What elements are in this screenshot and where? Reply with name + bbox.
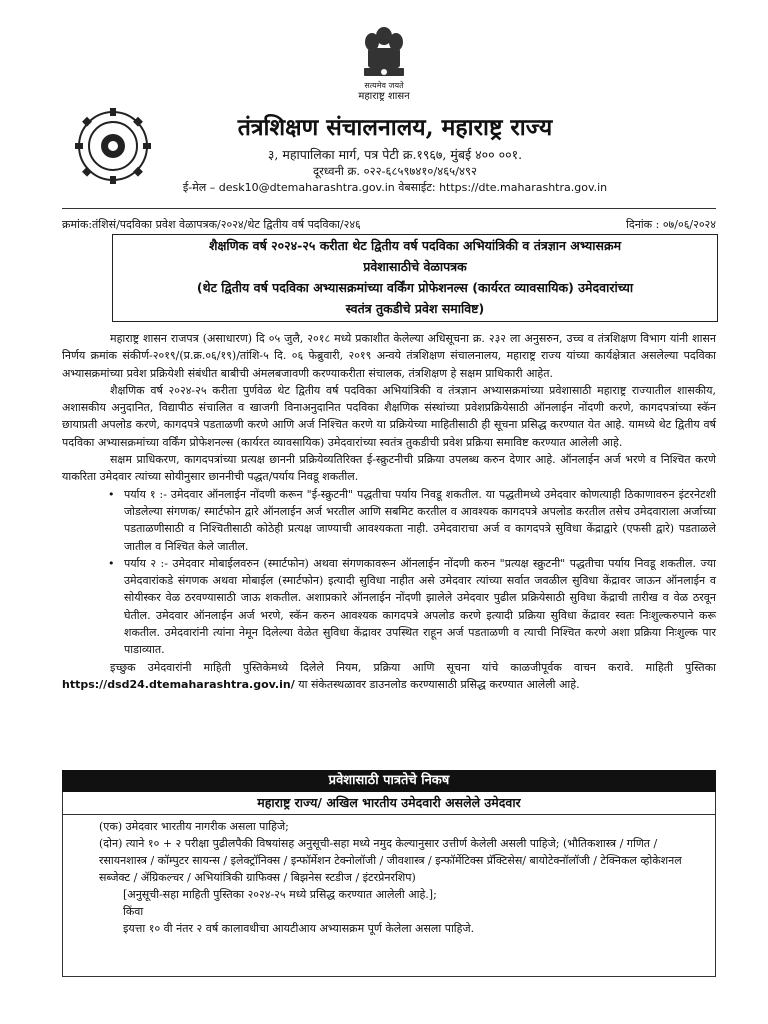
eligibility-section (62, 770, 716, 977)
brochure-text-end: या संकेतस्थळावर डाउनलोड करण्यासाठी प्रसिद्ध करण्यात आलेली आहे. (294, 677, 580, 691)
bullet-icon: • (108, 487, 115, 501)
directorate-phone: दूरध्वनी क्र. ०२२-६८५९७४१०/४६५/४९२ (313, 164, 477, 178)
option-1-item (62, 486, 716, 555)
criterion-12th-pass: (दोन) त्याने १० + २ परीक्षा पुढीलपैकी विषयांसह अनुसूची-सहा मध्ये नमुद केल्यानुसार उत्तीर्ण केलेली असली पाहिजे; (भौतिकशास्त्र / गणित / रसायनशास्त्र / कॉम्पुटर सायन्स / इलेक्ट्रॉनिक्स / इन्फॉर्मेशन टेक्नोलॉजी / जीवशास्त्र / इन्फॉर्मेटिक्स प्रॅक्टिसेस/ बायोटेक्नॉलॉजी / टेक्निकल व्होकेशनल सब्जेक्ट / ॲग्रिकल्चर / अभियांत्रिकी ग्राफिक्स / बिझनेस स्टडीज / इंटरप्रेनरशिप) (99, 837, 682, 884)
heading-line-2: प्रवेशासाठीचे वेळापत्रक (363, 259, 467, 274)
heading-line-1: शैक्षणिक वर्ष २०२४-२५ करीता थेट द्वितीय वर्ष पदविका अभियांत्रिकी व तंत्रज्ञान अभ्यासक्रम (208, 238, 622, 253)
directorate-email-website: ई-मेल – desk10@dtemaharashtra.gov.in वेबसाईट: https://dte.maharashtra.gov.in (182, 181, 608, 194)
reference-date: दिनांक : ०७/०६/२०२४ (626, 218, 716, 231)
notice-body (62, 330, 716, 693)
emblem-motto: सत्यमेव जयते (364, 81, 404, 90)
option-2-text: पर्याय २ :- उमेदवार मोबाईलवरुन (स्मार्टफोन) अथवा संगणकावरून ऑनलाईन नोंदणी करुन "प्रत्यक्ष स्क्रुटनी" पद्धतीचा पर्याय निवडू शकतील. ज्या उमेदवारांकडे संगणक अथवा मोबाईल (स्मार्टफोन) इत्यादी सुविधा नाहीत असे उमेदवार त्यांच्या सर्वात जवळील सुविधा केंद्रावर जाऊन ऑनलाईन व सोयीस्कर वेळ ठरवण्यासाठी जाऊ शकतील. अशाप्रकारे ऑनलाईन नोंदणी झालेले उमेदवार पुढील प्रक्रियेसाठी सुविधा केंद्राची तारीख व वेळ ठरवून घेतील. उमेदवार ऑनलाईन अर्ज भरणे, स्कॅन करुन आवश्यक कागदपत्रे अपलोड करणे इत्यादी प्रक्रिया सुविधा केंद्रावर स्वतः निःशुल्करुपाने करू शकतील. उमेदवारांनी त्यांना नेमून दिलेल्या वेळेत सुविधा केंद्रावर उपस्थित राहून अर्ज पडताळणी व त्याची निश्चित करणे अशा प्रक्रिया निःशुल्क पार पाडाव्यात. (124, 556, 716, 657)
brochure-link[interactable]: https://dsd24.dtemaharashtra.gov.in/ (62, 677, 295, 691)
bullet-icon: • (108, 556, 115, 570)
option-1-text: पर्याय १ :- उमेदवार ऑनलाईन नोंदणी करून "ई-स्क्रुटनी" पद्धतीचा पर्याय निवडू शकतील. या पद्धतीमध्ये उमेदवार कोणत्याही ठिकाणावरुन इंटरनेटशी जोडलेल्या संगणक/ स्मार्टफोन द्वारे ऑनलाईन अर्ज भरतील आणि सबमिट करतील व आवश्यक कागदपत्रे अपलोड करतील तसेच उमेदवाराला अर्जाच्या पडताळणीसाठी व निश्चितीसाठी कोठेही प्रत्यक्ष जाण्याची आवश्यकता नाही. उमेदवाराचा अर्ज व कागदपत्रे सुविधा केंद्राद्वारे (एफसी द्वारे) पडताळले जातील व निश्चित केले जातील. (124, 487, 716, 553)
eligibility-title: प्रवेशासाठी पात्रतेचे निकष (62, 770, 716, 792)
option-2-item (62, 555, 716, 659)
paragraph-admission-notice: शैक्षणिक वर्ष २०२४-२५ करीता पुर्णवेळ थेट द्वितीय वर्ष पदविका अभियांत्रिकी व तंत्रज्ञान अभ्यासक्रमांच्या प्रवेशासाठी महाराष्ट्र राज्यातील शासकीय, अशासकीय अनुदानित, विद्यापीठ संचालित व खाजगी विनाअनुदानित पदविका शैक्षणिक संस्थांच्या प्रवेशप्रक्रियेसाठी ऑनलाईन नोंदणी करणे, कागदपत्रांच्या स्कॅन छायाप्रती अपलोड करणे, कागदपत्रे पडताळणी करणे आणि अर्ज निश्चित करणे या प्रक्रियेच्या माहितीसाठी ही सूचना प्रसिद्ध करण्यात येत आहे. यामध्ये थेट द्वितीय वर्ष पदविका अभ्यासक्रमांच्या वर्किंग प्रोफेशनल्स (कार्यरत व्यावसायिक) उमेदवारांच्या स्वतंत्र तुकडीची प्रवेश प्रक्रिया समाविष्ट करण्यात आलेली आहे. (62, 383, 716, 449)
paragraph-information-brochure (62, 659, 716, 694)
state-emblem-icon (352, 22, 416, 92)
eligibility-box (62, 792, 716, 977)
directorate-logo-icon (66, 104, 160, 188)
eligibility-subtitle: महाराष्ट्र राज्य/ अखिल भारतीय उमेदवारी असलेले उमेदवार (63, 792, 715, 815)
brochure-text: इच्छुक उमेदवारांनी माहिती पुस्तिकेमध्ये दिलेले नियम, प्रक्रिया आणि सूचना यांचे काळजीपूर्वक वाचन करावे. माहिती पुस्तिका (110, 660, 716, 674)
directorate-address: ३, महापालिका मार्ग, पत्र पेटी क्र.१९६७, मुंबई ४०० ००१. (267, 147, 523, 162)
eligibility-criteria (99, 818, 707, 937)
paragraph-authority: महाराष्ट्र शासन राजपत्र (असाधारण) दि ०५ जुलै, २०१८ मध्ये प्रकाशीत केलेल्या अधिसूचना क्र. २३२ ला अनुसरुन, उच्च व तंत्रशिक्षण विभाग यांनी शासन निर्णय क्रमांक संकीर्ण-२०१९/(प्र.क्र.०६/१९)/तांशि-५ दि. ०६ फेब्रुवारी, २०१९ अन्वये तंत्रशिक्षण संचालनालय, महाराष्ट्र राज्य यांच्या कार्यक्षेत्रात असलेल्या पदविका अभ्यासक्रमांच्या प्रवेश प्रक्रियेशी संबंधीत बाबीची अंमलबजावणी करण्याकरीता संचालक, तंत्रशिक्षण हे सक्षम प्राधिकारी आहेत. (62, 332, 716, 380)
reference-number: क्रमांक:तंशिसं/पदविका प्रवेश वेळापत्रक/२०२४/थेट द्वितीय वर्ष पदविका/२४६ (62, 218, 361, 231)
government-name: महाराष्ट्र शासन (358, 91, 410, 102)
notice-heading (112, 234, 718, 322)
criterion-or: किंवा (123, 905, 144, 918)
header-divider (62, 208, 716, 209)
criterion-citizenship: (एक) उमेदवार भारतीय नागरीक असला पाहिजे; (99, 820, 289, 833)
criterion-iti: इयत्ता १० वी नंतर २ वर्ष कालावधीचा आयटीआय अभ्यासक्रम पूर्ण केलेला असला पाहिजे. (123, 922, 475, 935)
heading-line-3: (थेट द्वितीय वर्ष पदविका अभ्यासक्रमांच्या वर्किंग प्रोफेशनल्स (कार्यरत व्यावसायिक) उमेदवारांच्या (196, 280, 634, 295)
criterion-note: [अनुसूची-सहा माहिती पुस्तिका २०२४-२५ मध्ये प्रसिद्ध करण्यात आलेली आहे.]; (123, 888, 437, 901)
heading-line-4: स्वतंत्र तुकडीचे प्रवेश समाविष्ट) (345, 301, 485, 316)
directorate-title: तंत्रशिक्षण संचालनालय, महाराष्ट्र राज्य (237, 114, 553, 141)
paragraph-scrutiny: सक्षम प्राधिकरण, कागदपत्रांच्या प्रत्यक्ष छाननी प्रक्रियेव्यतिरिक्त ई-स्क्रुटनीची प्रक्रिया उपलब्ध करुन देणार आहे. ऑनलाईन अर्ज भरणे व निश्चित करणे याकरिता उमेदवार त्यांच्या सोयीनुसार छाननीची पद्धत/पर्याय निवडू शकतील. (62, 453, 716, 484)
